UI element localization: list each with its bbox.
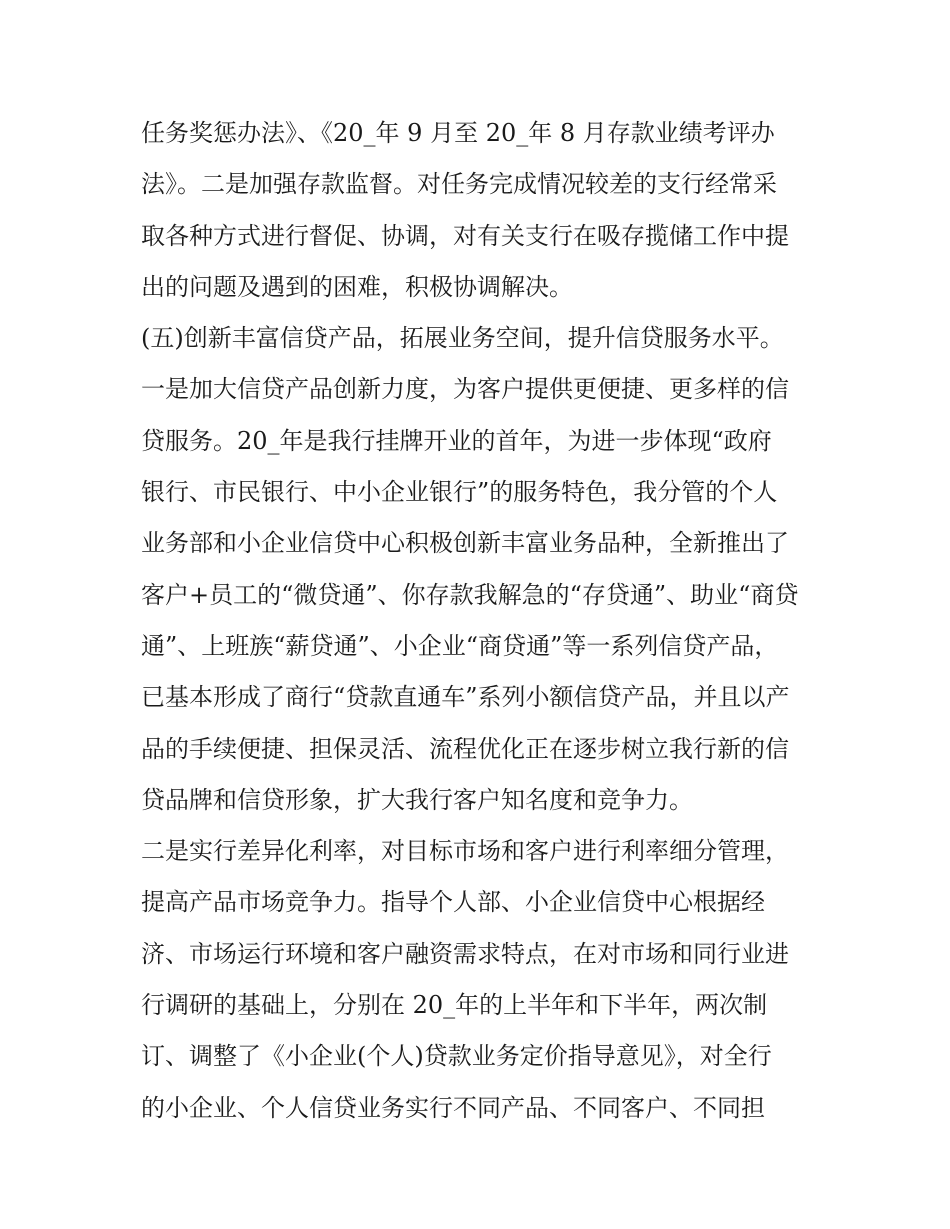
section-heading: (五)创新丰富信贷产品，拓展业务空间，提升信贷服务水平。: [141, 324, 784, 353]
text-line: 银行、市民银行、中小企业银行”的服务特色，我分管的个人: [141, 478, 778, 507]
text-line: 已基本形成了商行“贷款直通车”系列小额信贷产品，并且以产: [141, 683, 790, 712]
text-line: 订、调整了《小企业(个人)贷款业务定价指导意见》，对全行: [141, 1042, 772, 1071]
text-line: 贷服务。20_年是我行挂牌开业的首年，为进一步体现“政府: [141, 426, 772, 455]
text-line: 济、市场运行环境和客户融资需求特点，在对市场和同行业进: [141, 939, 789, 968]
document-body: [141, 108, 821, 1134]
text-line: 任务奖惩办法》、《20_年 9 月至 20_年 8 月存款业绩考评办: [141, 119, 775, 147]
text-line: 行调研的基础上，分别在 20_年的上半年和下半年，两次制: [141, 991, 768, 1020]
text-line: 提高产品市场竞争力。指导个人部、小企业信贷中心根据经: [141, 888, 765, 917]
text-line: 取各种方式进行督促、协调，对有关支行在吸存揽储工作中提: [141, 221, 789, 250]
text-line: 法》。二是加强存款监督。对任务完成情况较差的支行经常采: [141, 170, 777, 199]
text-line: 的小企业、个人信贷业务实行不同产品、不同客户、不同担: [141, 1093, 765, 1122]
text-line: 品的手续便捷、担保灵活、流程优化正在逐步树立我行新的信: [141, 734, 789, 763]
text-line: 通”、上班族“薪贷通”、小企业“商贷通”等一系列信贷产品，: [141, 631, 779, 660]
text-line: 客户+员工的“微贷通”、你存款我解急的“存贷通”、助业“商贷: [141, 580, 799, 609]
text-line: 贷品牌和信贷形象，扩大我行客户知名度和竞争力。: [141, 785, 693, 814]
text-line: 一是加大信贷产品创新力度，为客户提供更便捷、更多样的信: [141, 375, 789, 404]
text-line: 二是实行差异化利率，对目标市场和客户进行利率细分管理，: [141, 837, 789, 866]
text-line: 业务部和小企业信贷中心积极创新丰富业务品种，全新推出了: [141, 529, 789, 558]
text-line: 出的问题及遇到的困难，积极协调解决。: [141, 272, 573, 301]
